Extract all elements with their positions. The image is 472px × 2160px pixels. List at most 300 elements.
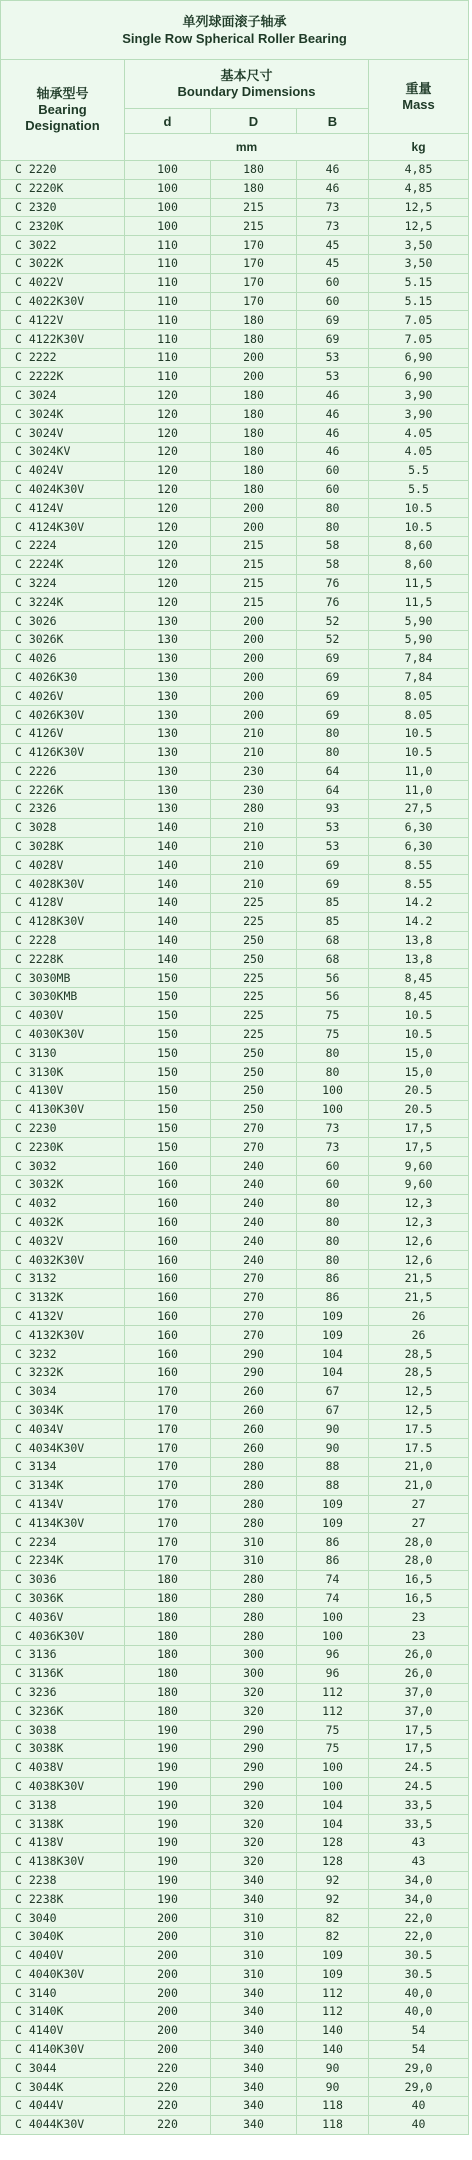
mass-cell: 21,0 — [369, 1457, 469, 1476]
width-cell: 80 — [297, 1063, 369, 1082]
width-cell: 74 — [297, 1570, 369, 1589]
designation-cell: C 2320K — [1, 217, 125, 236]
mass-cell: 12,5 — [369, 217, 469, 236]
table-row — [1, 254, 469, 273]
table-row — [1, 2078, 469, 2097]
designation-cell: C 3134 — [1, 1457, 125, 1476]
bore-cell: 180 — [125, 1570, 211, 1589]
width-cell: 69 — [297, 687, 369, 706]
mass-cell: 13,8 — [369, 950, 469, 969]
table-row — [1, 593, 469, 612]
outer-diameter-cell: 210 — [211, 856, 297, 875]
designation-cell: C 3134K — [1, 1476, 125, 1495]
col-header-b: B — [297, 109, 369, 134]
table-row — [1, 1420, 469, 1439]
width-cell: 68 — [297, 950, 369, 969]
bore-cell: 100 — [125, 179, 211, 198]
width-cell: 92 — [297, 1871, 369, 1890]
boundary-en: Boundary Dimensions — [177, 84, 316, 99]
outer-diameter-cell: 170 — [211, 236, 297, 255]
bore-cell: 160 — [125, 1232, 211, 1251]
bore-cell: 190 — [125, 1796, 211, 1815]
designation-cell: C 4040K30V — [1, 1965, 125, 1984]
designation-cell: C 3044K — [1, 2078, 125, 2097]
width-cell: 52 — [297, 612, 369, 631]
bore-cell: 160 — [125, 1194, 211, 1213]
width-cell: 104 — [297, 1815, 369, 1834]
designation-cell: C 4138V — [1, 1833, 125, 1852]
bore-cell: 140 — [125, 856, 211, 875]
outer-diameter-cell: 290 — [211, 1758, 297, 1777]
width-cell: 75 — [297, 1025, 369, 1044]
designation-cell: C 4028K30V — [1, 875, 125, 894]
designation-cell: C 2224 — [1, 536, 125, 555]
bore-cell: 200 — [125, 2003, 211, 2022]
bore-cell: 120 — [125, 574, 211, 593]
width-cell: 76 — [297, 593, 369, 612]
outer-diameter-cell: 215 — [211, 217, 297, 236]
width-cell: 53 — [297, 818, 369, 837]
outer-diameter-cell: 260 — [211, 1439, 297, 1458]
designation-cell: C 3040 — [1, 1909, 125, 1928]
outer-diameter-cell: 280 — [211, 1495, 297, 1514]
width-cell: 69 — [297, 668, 369, 687]
width-cell: 128 — [297, 1852, 369, 1871]
bore-cell: 160 — [125, 1345, 211, 1364]
designation-cell: C 4134V — [1, 1495, 125, 1514]
bore-cell: 120 — [125, 593, 211, 612]
outer-diameter-cell: 340 — [211, 2078, 297, 2097]
mass-cell: 17,5 — [369, 1739, 469, 1758]
width-cell: 60 — [297, 273, 369, 292]
outer-diameter-cell: 340 — [211, 2059, 297, 2078]
designation-cell: C 4126V — [1, 724, 125, 743]
outer-diameter-cell: 180 — [211, 442, 297, 461]
width-cell: 104 — [297, 1364, 369, 1383]
table-row — [1, 1382, 469, 1401]
designation-cell: C 4036K30V — [1, 1627, 125, 1646]
width-cell: 60 — [297, 292, 369, 311]
bore-cell: 160 — [125, 1307, 211, 1326]
bore-cell: 100 — [125, 217, 211, 236]
bore-cell: 110 — [125, 367, 211, 386]
outer-diameter-cell: 240 — [211, 1194, 297, 1213]
bore-cell: 120 — [125, 386, 211, 405]
bore-cell: 150 — [125, 1138, 211, 1157]
table-row — [1, 894, 469, 913]
outer-diameter-cell: 200 — [211, 499, 297, 518]
outer-diameter-cell: 250 — [211, 1044, 297, 1063]
bore-cell: 150 — [125, 1025, 211, 1044]
outer-diameter-cell: 270 — [211, 1288, 297, 1307]
width-cell: 93 — [297, 800, 369, 819]
bore-cell: 150 — [125, 1100, 211, 1119]
designation-cell: C 4026K30 — [1, 668, 125, 687]
designation-cell: C 4036V — [1, 1608, 125, 1627]
width-cell: 73 — [297, 1138, 369, 1157]
outer-diameter-cell: 240 — [211, 1157, 297, 1176]
table-row — [1, 1796, 469, 1815]
mass-cell: 14.2 — [369, 912, 469, 931]
outer-diameter-cell: 280 — [211, 1589, 297, 1608]
mass-cell: 5,90 — [369, 612, 469, 631]
mass-cell: 27 — [369, 1495, 469, 1514]
outer-diameter-cell: 180 — [211, 161, 297, 180]
bore-cell: 110 — [125, 273, 211, 292]
table-row — [1, 743, 469, 762]
designation-cell: C 4044K30V — [1, 2115, 125, 2134]
width-cell: 90 — [297, 1420, 369, 1439]
mass-cell: 8.55 — [369, 856, 469, 875]
mass-cell: 8,45 — [369, 988, 469, 1007]
mass-cell: 10.5 — [369, 743, 469, 762]
table-row — [1, 724, 469, 743]
bore-cell: 150 — [125, 969, 211, 988]
outer-diameter-cell: 170 — [211, 254, 297, 273]
mass-cell: 28,0 — [369, 1533, 469, 1552]
unit-mm: mm — [125, 134, 369, 161]
outer-diameter-cell: 210 — [211, 724, 297, 743]
outer-diameter-cell: 225 — [211, 969, 297, 988]
designation-cell: C 4134K30V — [1, 1514, 125, 1533]
mass-cell: 43 — [369, 1833, 469, 1852]
bore-cell: 130 — [125, 630, 211, 649]
width-cell: 67 — [297, 1401, 369, 1420]
width-cell: 112 — [297, 1702, 369, 1721]
width-cell: 64 — [297, 762, 369, 781]
designation-cell: C 4138K30V — [1, 1852, 125, 1871]
mass-cell: 21,0 — [369, 1476, 469, 1495]
mass-cell: 34,0 — [369, 1871, 469, 1890]
table-title — [1, 1, 469, 60]
designation-cell: C 4124V — [1, 499, 125, 518]
designation-cell: C 4040V — [1, 1946, 125, 1965]
designation-cell: C 3026K — [1, 630, 125, 649]
designation-cell: C 3224 — [1, 574, 125, 593]
mass-cell: 40 — [369, 2097, 469, 2116]
bore-cell: 220 — [125, 2097, 211, 2116]
bore-cell: 110 — [125, 236, 211, 255]
bore-cell: 170 — [125, 1476, 211, 1495]
designation-cell: C 3036K — [1, 1589, 125, 1608]
table-row — [1, 1570, 469, 1589]
outer-diameter-cell: 180 — [211, 461, 297, 480]
table-row — [1, 875, 469, 894]
width-cell: 96 — [297, 1645, 369, 1664]
width-cell: 60 — [297, 1176, 369, 1195]
bore-cell: 100 — [125, 161, 211, 180]
table-row — [1, 311, 469, 330]
table-row — [1, 273, 469, 292]
outer-diameter-cell: 340 — [211, 2097, 297, 2116]
table-row — [1, 348, 469, 367]
width-cell: 140 — [297, 2021, 369, 2040]
outer-diameter-cell: 210 — [211, 818, 297, 837]
designation-cell: C 4026K30V — [1, 706, 125, 725]
table-row — [1, 668, 469, 687]
mass-cell: 24.5 — [369, 1758, 469, 1777]
bore-cell: 110 — [125, 292, 211, 311]
bore-cell: 190 — [125, 1852, 211, 1871]
bore-cell: 120 — [125, 442, 211, 461]
bore-cell: 150 — [125, 1063, 211, 1082]
bore-cell: 120 — [125, 461, 211, 480]
mass-cell: 17,5 — [369, 1138, 469, 1157]
table-row — [1, 856, 469, 875]
bore-cell: 130 — [125, 781, 211, 800]
designation-cell: C 4140K30V — [1, 2040, 125, 2059]
table-row — [1, 2115, 469, 2134]
outer-diameter-cell: 320 — [211, 1702, 297, 1721]
bore-cell: 160 — [125, 1213, 211, 1232]
width-cell: 46 — [297, 386, 369, 405]
width-cell: 90 — [297, 2059, 369, 2078]
table-row — [1, 1213, 469, 1232]
table-row — [1, 1025, 469, 1044]
bore-cell: 200 — [125, 1946, 211, 1965]
width-cell: 73 — [297, 1119, 369, 1138]
width-cell: 75 — [297, 1006, 369, 1025]
mass-cell: 11,5 — [369, 593, 469, 612]
table-row — [1, 1589, 469, 1608]
designation-cell: C 2228 — [1, 931, 125, 950]
designation-cell: C 3024V — [1, 424, 125, 443]
designation-cell: C 3140 — [1, 1984, 125, 2003]
width-cell: 109 — [297, 1495, 369, 1514]
width-cell: 85 — [297, 894, 369, 913]
width-cell: 46 — [297, 179, 369, 198]
outer-diameter-cell: 200 — [211, 518, 297, 537]
table-row — [1, 931, 469, 950]
mass-cell: 40 — [369, 2115, 469, 2134]
outer-diameter-cell: 180 — [211, 424, 297, 443]
mass-cell: 12,5 — [369, 198, 469, 217]
width-cell: 80 — [297, 1213, 369, 1232]
width-cell: 69 — [297, 706, 369, 725]
outer-diameter-cell: 280 — [211, 1627, 297, 1646]
table-row — [1, 1006, 469, 1025]
table-row — [1, 2059, 469, 2078]
designation-cell: C 3032 — [1, 1157, 125, 1176]
bore-cell: 120 — [125, 405, 211, 424]
width-cell: 86 — [297, 1551, 369, 1570]
width-cell: 80 — [297, 518, 369, 537]
bore-cell: 160 — [125, 1251, 211, 1270]
designation-cell: C 2222 — [1, 348, 125, 367]
bore-cell: 150 — [125, 1082, 211, 1101]
mass-cell: 23 — [369, 1627, 469, 1646]
designation-cell: C 3024 — [1, 386, 125, 405]
bore-cell: 120 — [125, 480, 211, 499]
outer-diameter-cell: 260 — [211, 1382, 297, 1401]
outer-diameter-cell: 340 — [211, 1984, 297, 2003]
designation-cell: C 4122K30V — [1, 330, 125, 349]
designation-cell: C 3132K — [1, 1288, 125, 1307]
table-row — [1, 2021, 469, 2040]
width-cell: 112 — [297, 2003, 369, 2022]
bore-cell: 120 — [125, 536, 211, 555]
table-row — [1, 1082, 469, 1101]
designation-cell: C 3224K — [1, 593, 125, 612]
outer-diameter-cell: 340 — [211, 2021, 297, 2040]
mass-header — [369, 60, 469, 134]
width-cell: 53 — [297, 348, 369, 367]
designation-cell: C 3032K — [1, 1176, 125, 1195]
table-row — [1, 330, 469, 349]
designation-cell: C 3140K — [1, 2003, 125, 2022]
bore-cell: 190 — [125, 1815, 211, 1834]
table-row — [1, 1777, 469, 1796]
table-row — [1, 1533, 469, 1552]
designation-header — [1, 60, 125, 161]
designation-cell: C 4030K30V — [1, 1025, 125, 1044]
designation-cell: C 3130K — [1, 1063, 125, 1082]
table-row — [1, 161, 469, 180]
table-row — [1, 1063, 469, 1082]
bore-cell: 190 — [125, 1833, 211, 1852]
mass-cell: 26 — [369, 1326, 469, 1345]
width-cell: 46 — [297, 161, 369, 180]
width-cell: 109 — [297, 1946, 369, 1965]
table-row — [1, 499, 469, 518]
outer-diameter-cell: 200 — [211, 668, 297, 687]
mass-cell: 21,5 — [369, 1270, 469, 1289]
width-cell: 56 — [297, 969, 369, 988]
table-row — [1, 1138, 469, 1157]
designation-cell: C 3040K — [1, 1927, 125, 1946]
bore-cell: 130 — [125, 743, 211, 762]
designation-cell: C 2224K — [1, 555, 125, 574]
bore-cell: 220 — [125, 2115, 211, 2134]
outer-diameter-cell: 310 — [211, 1946, 297, 1965]
mass-cell: 26,0 — [369, 1664, 469, 1683]
bore-cell: 190 — [125, 1871, 211, 1890]
mass-cell: 37,0 — [369, 1702, 469, 1721]
width-cell: 86 — [297, 1288, 369, 1307]
outer-diameter-cell: 225 — [211, 988, 297, 1007]
mass-cell: 11,0 — [369, 781, 469, 800]
designation-cell: C 4032 — [1, 1194, 125, 1213]
bore-cell: 150 — [125, 1044, 211, 1063]
outer-diameter-cell: 215 — [211, 198, 297, 217]
table-row — [1, 1683, 469, 1702]
title-en: Single Row Spherical Roller Bearing — [122, 31, 347, 46]
width-cell: 109 — [297, 1326, 369, 1345]
designation-cell: C 4034V — [1, 1420, 125, 1439]
mass-cell: 24.5 — [369, 1777, 469, 1796]
mass-cell: 17.5 — [369, 1420, 469, 1439]
bore-cell: 150 — [125, 1119, 211, 1138]
bore-cell: 190 — [125, 1739, 211, 1758]
bore-cell: 180 — [125, 1664, 211, 1683]
designation-cell: C 3034 — [1, 1382, 125, 1401]
width-cell: 64 — [297, 781, 369, 800]
mass-cell: 15,0 — [369, 1044, 469, 1063]
width-cell: 82 — [297, 1927, 369, 1946]
mass-cell: 12,5 — [369, 1382, 469, 1401]
table-row — [1, 1457, 469, 1476]
bore-cell: 200 — [125, 1965, 211, 1984]
mass-cell: 22,0 — [369, 1927, 469, 1946]
mass-cell: 3,90 — [369, 405, 469, 424]
outer-diameter-cell: 340 — [211, 1871, 297, 1890]
mass-cell: 54 — [369, 2021, 469, 2040]
mass-cell: 17,5 — [369, 1721, 469, 1740]
outer-diameter-cell: 260 — [211, 1420, 297, 1439]
bore-cell: 220 — [125, 2059, 211, 2078]
width-cell: 76 — [297, 574, 369, 593]
width-cell: 118 — [297, 2115, 369, 2134]
bore-cell: 170 — [125, 1514, 211, 1533]
mass-cell: 7.05 — [369, 311, 469, 330]
width-cell: 100 — [297, 1758, 369, 1777]
mass-cell: 20.5 — [369, 1100, 469, 1119]
mass-cell: 10.5 — [369, 1025, 469, 1044]
bore-cell: 100 — [125, 198, 211, 217]
bore-cell: 200 — [125, 2021, 211, 2040]
designation-cell: C 4122V — [1, 311, 125, 330]
designation-cell: C 3024KV — [1, 442, 125, 461]
width-cell: 46 — [297, 424, 369, 443]
width-cell: 69 — [297, 649, 369, 668]
designation-cell: C 4032K — [1, 1213, 125, 1232]
width-cell: 86 — [297, 1270, 369, 1289]
outer-diameter-cell: 240 — [211, 1251, 297, 1270]
outer-diameter-cell: 225 — [211, 894, 297, 913]
outer-diameter-cell: 250 — [211, 1082, 297, 1101]
width-cell: 109 — [297, 1514, 369, 1533]
table-row — [1, 1232, 469, 1251]
outer-diameter-cell: 170 — [211, 273, 297, 292]
bore-cell: 170 — [125, 1551, 211, 1570]
bore-cell: 190 — [125, 1890, 211, 1909]
designation-cell: C 4126K30V — [1, 743, 125, 762]
bore-cell: 110 — [125, 348, 211, 367]
width-cell: 100 — [297, 1100, 369, 1119]
mass-cn: 重量 — [405, 80, 432, 96]
bore-cell: 150 — [125, 988, 211, 1007]
mass-cell: 27,5 — [369, 800, 469, 819]
table-row — [1, 1833, 469, 1852]
table-row — [1, 706, 469, 725]
mass-cell: 11,0 — [369, 762, 469, 781]
designation-cell: C 2234K — [1, 1551, 125, 1570]
title-cn: 单列球面滚子轴承 — [182, 14, 287, 29]
designation-cell: C 3030MB — [1, 969, 125, 988]
outer-diameter-cell: 225 — [211, 912, 297, 931]
mass-cell: 33,5 — [369, 1815, 469, 1834]
table-row — [1, 405, 469, 424]
bore-cell: 120 — [125, 424, 211, 443]
designation-cell: C 4038K30V — [1, 1777, 125, 1796]
table-row — [1, 687, 469, 706]
designation-cell: C 2220K — [1, 179, 125, 198]
designation-cell: C 4022V — [1, 273, 125, 292]
bore-cell: 180 — [125, 1589, 211, 1608]
bore-cell: 130 — [125, 706, 211, 725]
mass-cell: 9,60 — [369, 1157, 469, 1176]
bore-cell: 160 — [125, 1288, 211, 1307]
outer-diameter-cell: 270 — [211, 1307, 297, 1326]
table-row — [1, 1119, 469, 1138]
outer-diameter-cell: 180 — [211, 386, 297, 405]
bore-cell: 130 — [125, 762, 211, 781]
mass-cell: 8.05 — [369, 706, 469, 725]
outer-diameter-cell: 280 — [211, 1570, 297, 1589]
outer-diameter-cell: 250 — [211, 1100, 297, 1119]
mass-cell: 10.5 — [369, 499, 469, 518]
bore-cell: 180 — [125, 1627, 211, 1646]
